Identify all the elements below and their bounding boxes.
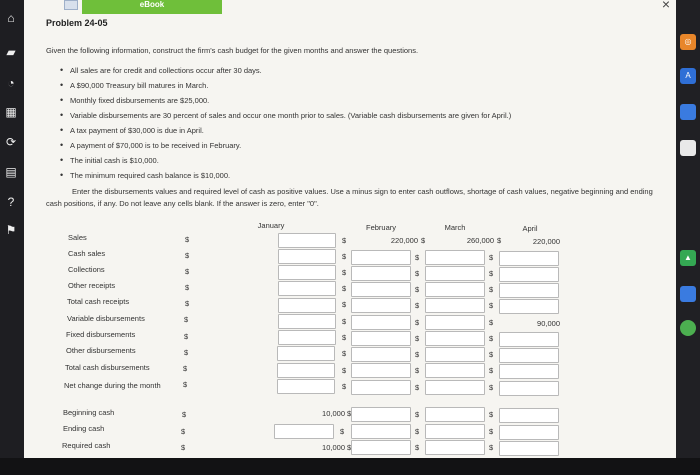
dollar-sign: $	[347, 443, 352, 452]
dollar-sign: $	[342, 349, 347, 358]
february-total-receipts-input[interactable]	[351, 298, 411, 313]
dollar-sign: $	[489, 366, 494, 375]
row-label-variable-disbursements: Variable disbursements	[67, 314, 145, 323]
row-label-ending-cash: Ending cash	[63, 424, 105, 433]
dollar-sign: $	[489, 269, 494, 278]
february-cash-sales-input[interactable]	[351, 250, 411, 265]
dollar-sign: $	[342, 317, 347, 326]
january-beginning-cash-value: 10,000	[322, 409, 345, 418]
dollar-sign: $	[489, 350, 494, 359]
app-icon[interactable]	[680, 140, 696, 156]
dollar-sign: $	[421, 236, 426, 245]
clock-icon[interactable]: ◔	[7, 76, 15, 90]
row-label-sales: Sales	[68, 233, 87, 242]
february-required-cash-input[interactable]	[351, 440, 411, 455]
january-required-cash-value: 10,000	[322, 443, 345, 452]
app-icon[interactable]	[680, 104, 696, 120]
april-cash-sales-input[interactable]	[499, 251, 559, 266]
dollar-sign: $	[415, 269, 420, 278]
link-icon[interactable]: ⟳	[5, 135, 17, 149]
header-march: March	[444, 223, 466, 232]
list-item: • A payment of $70,000 is to be received in February.	[60, 138, 511, 153]
dollar-sign: $	[342, 300, 347, 309]
row-label-cash-sales: Cash sales	[68, 249, 106, 258]
document-icon[interactable]: ▤	[5, 165, 17, 179]
april-total-receipts-input[interactable]	[499, 299, 559, 314]
dollar-sign: $	[181, 427, 186, 436]
dollar-sign: $	[415, 318, 420, 327]
dollar-sign: $	[342, 333, 347, 342]
dollar-sign: $	[415, 410, 420, 419]
help-icon[interactable]: ?	[7, 195, 15, 209]
february-variable-disbursements-input[interactable]	[351, 315, 411, 330]
march-fixed-disbursements-input[interactable]	[425, 331, 485, 346]
app-icon[interactable]	[680, 286, 696, 302]
left-dock	[0, 0, 24, 475]
close-icon[interactable]: ×	[661, 0, 670, 12]
april-total-disbursements-input[interactable]	[499, 364, 559, 379]
problem-instruction: Given the following information, construct the firm's cash budget for the given months and answer the questions.	[46, 46, 419, 55]
april-collections-input[interactable]	[499, 267, 559, 282]
january-collections-input[interactable]	[278, 265, 336, 280]
january-sales-input[interactable]	[278, 233, 336, 248]
march-required-cash-input[interactable]	[425, 440, 485, 455]
list-item: • The minimum required cash balance is $10,000.	[60, 168, 511, 183]
april-other-receipts-input[interactable]	[499, 283, 559, 298]
list-item: • Variable disbursements are 30 percent of sales and occur one month prior to sales. (Variable cash disbursements are given for April.)	[60, 108, 511, 123]
list-item: • A tax payment of $30,000 is due in April.	[60, 123, 511, 138]
tab-icon[interactable]	[64, 0, 78, 10]
list-item: • A $90,000 Treasury bill matures in March.	[60, 78, 511, 93]
dollar-sign: $	[415, 334, 420, 343]
text-icon[interactable]: A	[680, 68, 696, 84]
dollar-sign: $	[181, 443, 186, 452]
dollar-sign: $	[342, 268, 347, 277]
dollar-sign: $	[185, 235, 190, 244]
april-other-disbursements-input[interactable]	[499, 348, 559, 363]
march-sales-value: 260,000	[466, 236, 494, 245]
dollar-sign: $	[342, 284, 347, 293]
february-beginning-cash-input[interactable]	[351, 407, 411, 422]
dollar-sign: $	[415, 427, 420, 436]
dollar-sign: $	[415, 285, 420, 294]
january-other-disbursements-input[interactable]	[277, 346, 335, 361]
row-label-total-cash-disbursements: Total cash disbursements	[65, 363, 150, 372]
given-info-list	[60, 63, 511, 183]
dollar-sign: $	[185, 251, 190, 260]
january-total-receipts-input[interactable]	[278, 298, 336, 313]
january-fixed-disbursements-input[interactable]	[278, 330, 336, 345]
february-net-change-input[interactable]	[351, 380, 411, 395]
home-icon[interactable]: ⌂	[7, 11, 15, 25]
march-ending-cash-input[interactable]	[425, 424, 485, 439]
dollar-sign: $	[342, 252, 347, 261]
header-february: February	[365, 223, 396, 232]
dollar-sign: $	[182, 410, 187, 419]
dollar-sign: $	[415, 443, 420, 452]
dollar-sign: $	[489, 334, 494, 343]
header-january: January	[257, 221, 285, 230]
march-other-receipts-input[interactable]	[425, 282, 485, 297]
april-sales-value: 220,000	[532, 237, 560, 246]
list-item: • Monthly fixed disbursements are $25,000.	[60, 93, 511, 108]
march-net-change-input[interactable]	[425, 380, 485, 395]
flag-icon[interactable]: ⚑	[5, 223, 17, 237]
dollar-sign: $	[342, 366, 347, 375]
dollar-sign: $	[489, 253, 494, 262]
january-other-receipts-input[interactable]	[278, 281, 336, 296]
january-cash-sales-input[interactable]	[278, 249, 336, 264]
dollar-sign: $	[489, 301, 494, 310]
app-icon[interactable]: ◎	[680, 34, 696, 50]
april-net-change-input[interactable]	[499, 381, 559, 396]
february-collections-input[interactable]	[351, 266, 411, 281]
march-variable-disbursements-input[interactable]	[425, 315, 485, 330]
dollar-sign: $	[415, 366, 420, 375]
march-total-receipts-input[interactable]	[425, 298, 485, 313]
february-other-receipts-input[interactable]	[351, 282, 411, 297]
april-required-cash-input[interactable]	[499, 441, 559, 456]
march-beginning-cash-input[interactable]	[425, 407, 485, 422]
dollar-sign: $	[342, 236, 347, 245]
problem-page	[24, 0, 676, 458]
march-cash-sales-input[interactable]	[425, 250, 485, 265]
dollar-sign: $	[489, 285, 494, 294]
entry-instructions: Enter the disbursements values and required level of cash as positive values. Use a minus sign to enter cash outflows, shortage of cash values, negative beginning and ending cash positions, if any. Do not leave any cells blank. If the answer is zero, enter "0".	[46, 187, 653, 208]
january-variable-disbursements-input[interactable]	[278, 314, 336, 329]
january-net-change-input[interactable]	[277, 379, 335, 394]
dollar-sign: $	[489, 318, 494, 327]
row-label-fixed-disbursements: Fixed disbursements	[66, 330, 136, 339]
april-variable-disbursements-value: 90,000	[537, 319, 560, 328]
april-ending-cash-input[interactable]	[499, 425, 559, 440]
dollar-sign: $	[347, 409, 352, 418]
dollar-sign: $	[184, 315, 189, 324]
dollar-sign: $	[184, 348, 189, 357]
dollar-sign: $	[185, 267, 190, 276]
march-other-disbursements-input[interactable]	[425, 347, 485, 362]
row-label-collections: Collections	[68, 265, 105, 274]
february-ending-cash-input[interactable]	[351, 424, 411, 439]
february-sales-value: 220,000	[390, 236, 418, 245]
april-fixed-disbursements-input[interactable]	[499, 332, 559, 347]
january-ending-cash-input[interactable]	[274, 424, 334, 439]
app-icon[interactable]	[680, 320, 696, 336]
problem-title: Problem 24-05	[46, 18, 108, 28]
dollar-sign: $	[489, 410, 494, 419]
dollar-sign: $	[497, 236, 502, 245]
february-other-disbursements-input[interactable]	[351, 347, 411, 362]
dollar-sign: $	[415, 350, 420, 359]
dollar-sign: $	[184, 332, 189, 341]
row-label-other-disbursements: Other disbursements	[66, 346, 136, 355]
march-total-disbursements-input[interactable]	[425, 363, 485, 378]
calculator-icon[interactable]: ▦	[5, 105, 17, 119]
dollar-sign: $	[183, 364, 188, 373]
row-label-required-cash: Required cash	[62, 441, 111, 450]
bookmark-icon[interactable]: ▰	[6, 45, 16, 59]
row-label-beginning-cash: Beginning cash	[63, 408, 115, 417]
row-label-total-cash-receipts: Total cash receipts	[67, 297, 130, 306]
right-dock	[676, 0, 700, 475]
dollar-sign: $	[185, 299, 190, 308]
row-label-net-change: Net change during the month	[64, 381, 161, 390]
dollar-sign: $	[415, 253, 420, 262]
drive-icon[interactable]: ▲	[680, 250, 696, 266]
january-total-disbursements-input[interactable]	[277, 363, 335, 378]
list-item: • All sales are for credit and collections occur after 30 days.	[60, 63, 511, 78]
dollar-sign: $	[415, 383, 420, 392]
bottom-bar	[0, 458, 700, 475]
dollar-sign: $	[415, 301, 420, 310]
dollar-sign: $	[489, 427, 494, 436]
ebook-tab[interactable]: eBook	[82, 0, 222, 14]
header-april: April	[522, 224, 538, 233]
list-item: • The initial cash is $10,000.	[60, 153, 511, 168]
dollar-sign: $	[342, 382, 347, 391]
february-fixed-disbursements-input[interactable]	[351, 331, 411, 346]
dollar-sign: $	[489, 443, 494, 452]
february-total-disbursements-input[interactable]	[351, 363, 411, 378]
dollar-sign: $	[183, 380, 188, 389]
dollar-sign: $	[185, 283, 190, 292]
row-label-other-receipts: Other receipts	[68, 281, 116, 290]
march-collections-input[interactable]	[425, 266, 485, 281]
april-beginning-cash-input[interactable]	[499, 408, 559, 423]
dollar-sign: $	[340, 427, 345, 436]
dollar-sign: $	[489, 383, 494, 392]
